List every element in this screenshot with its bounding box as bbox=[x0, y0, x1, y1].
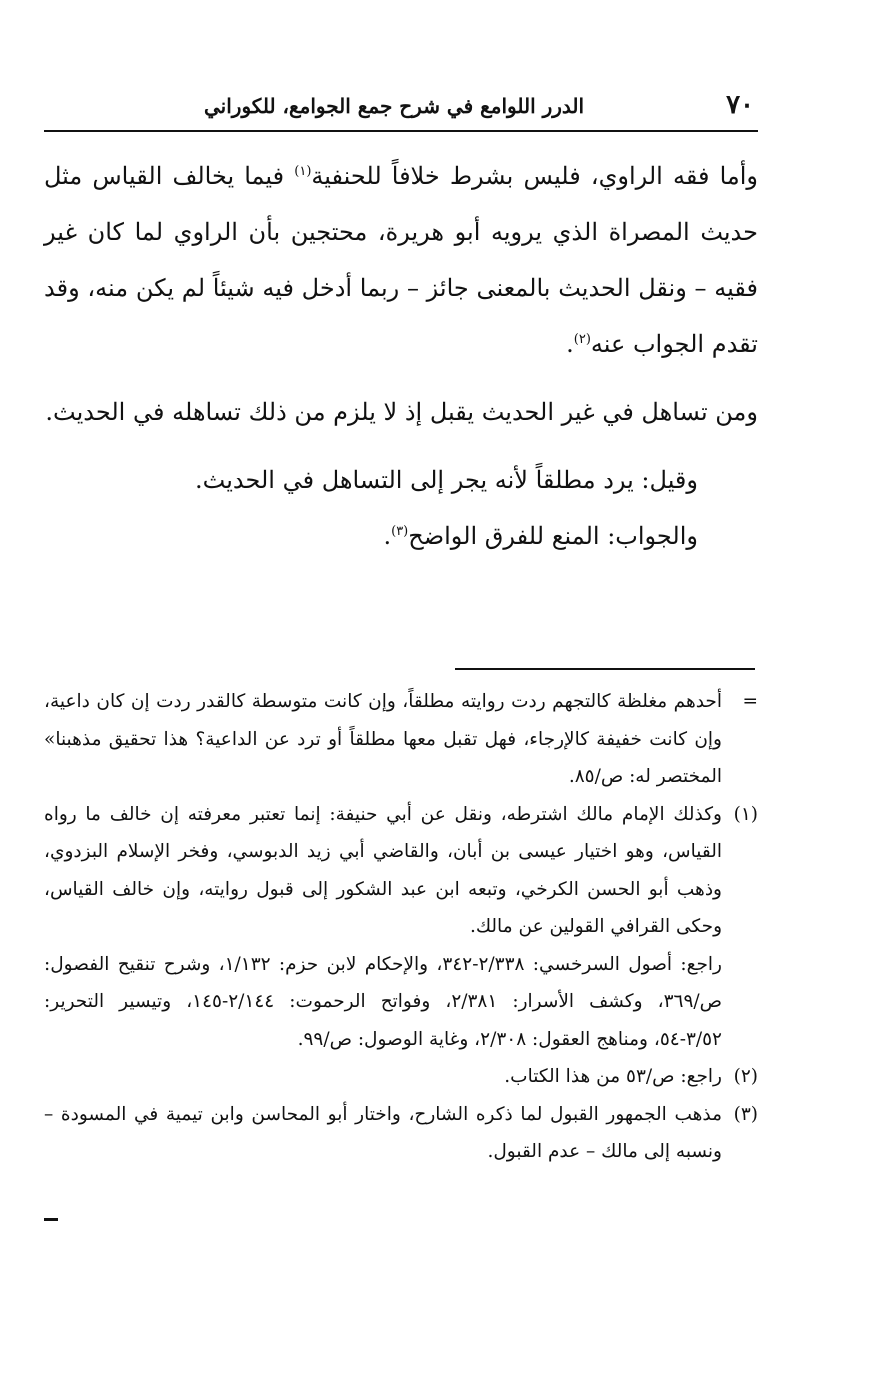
paragraph-4 bbox=[44, 508, 758, 564]
footnote-ref-3: (٣) bbox=[391, 524, 409, 539]
continuation-dash bbox=[44, 1218, 58, 1221]
footnote-3-mark: (٣) bbox=[733, 1103, 758, 1125]
footnote-1-text: وكذلك الإمام مالك اشترطه، ونقل عن أبي حنيفة: إنما تعتبر معرفته إن خالف ما رواه القياس، وهو اختيار عيسى بن أبان، والقاضي أبي زيد الدبوسي، وفخر الإسلام البزدوي، وذهب أبو الحسن الكرخي، وتبعه ابن عبد الشكور إلى قبول روايته، وإن خالف القياس، وحكى القرافي القولين عن مالك. bbox=[44, 803, 722, 937]
continuation-mark: = bbox=[742, 691, 758, 712]
paragraph-1-text-b: فيما يخالف القياس مثل حديث المصراة الذي يرويه أبو هريرة، محتجين بأن الراوي لما كان غير فقيه – ونقل الحديث بالمعنى جائز – ربما أدخل فيه شيئاً لم يكن منه، وقد تقدم الجواب عنه bbox=[44, 162, 758, 358]
page-header bbox=[44, 86, 758, 132]
footnote-ref-2: (٢) bbox=[573, 332, 591, 347]
paragraph-1-end: . bbox=[566, 330, 574, 358]
footnotes bbox=[44, 683, 758, 1171]
paragraph-1-text-a: وأما فقه الراوي، فليس بشرط خلافاً للحنفية bbox=[311, 162, 758, 190]
paragraph-1 bbox=[44, 148, 758, 372]
footnote-continuation bbox=[44, 683, 758, 796]
main-text bbox=[44, 148, 758, 564]
footnote-3-text: مذهب الجمهور القبول لما ذكره الشارح، واختار أبو المحاسن وابن تيمية في المسودة – ونسبه إلى مالك – عدم القبول. bbox=[44, 1103, 722, 1162]
footnote-1-references: راجع: أصول السرخسي: ٢/٣٣٨-٣٤٢، والإحكام لابن حزم: ١/١٣٢، وشرح تنقيح الفصول: ص/٣٦٩، وكشف الأسرار: ٢/٣٨١، وفواتح الرحموت: ٢/١٤٤-١٤٥، وتيسير التحرير: ٣/٥٢-٥٤، ومناهج العقول: ٢/٣٠٨، وغاية الوصول: ص/٩٩. bbox=[44, 953, 723, 1050]
running-title: الدرر اللوامع في شرح جمع الجوامع، للكوراني bbox=[204, 94, 585, 118]
footnote-2 bbox=[44, 1058, 758, 1096]
footnote-separator bbox=[455, 668, 755, 670]
footnote-3 bbox=[44, 1096, 758, 1171]
paragraph-4-end: . bbox=[383, 522, 392, 550]
footnote-2-mark: (٢) bbox=[733, 1066, 758, 1087]
page-number: ٧٠ bbox=[726, 90, 754, 120]
footnote-1 bbox=[44, 796, 758, 946]
footnote-2-text: راجع: ص/٥٣ من هذا الكتاب. bbox=[504, 1066, 722, 1087]
paragraph-2: ومن تساهل في غير الحديث يقبل إذ لا يلزم من ذلك تساهله في الحديث. bbox=[45, 398, 758, 426]
footnote-ref-1: (١) bbox=[294, 164, 312, 179]
paragraph-4-text: والجواب: المنع للفرق الواضح bbox=[408, 522, 698, 550]
footnote-1-mark: (١) bbox=[733, 803, 758, 825]
paragraph-3: وقيل: يرد مطلقاً لأنه يجر إلى التساهل في الحديث. bbox=[195, 466, 698, 494]
footnote-continuation-text: أحدهم مغلظة كالتجهم ردت روايته مطلقاً، وإن كانت متوسطة كالقدر ردت إن كان داعية، وإن كانت خفيفة كالإرجاء، فهل تقبل معها مطلقاً أو ترد عن الداعية؟ هذا تحقيق مذهبنا» المختصر له: ص/٨٥. bbox=[44, 691, 722, 787]
